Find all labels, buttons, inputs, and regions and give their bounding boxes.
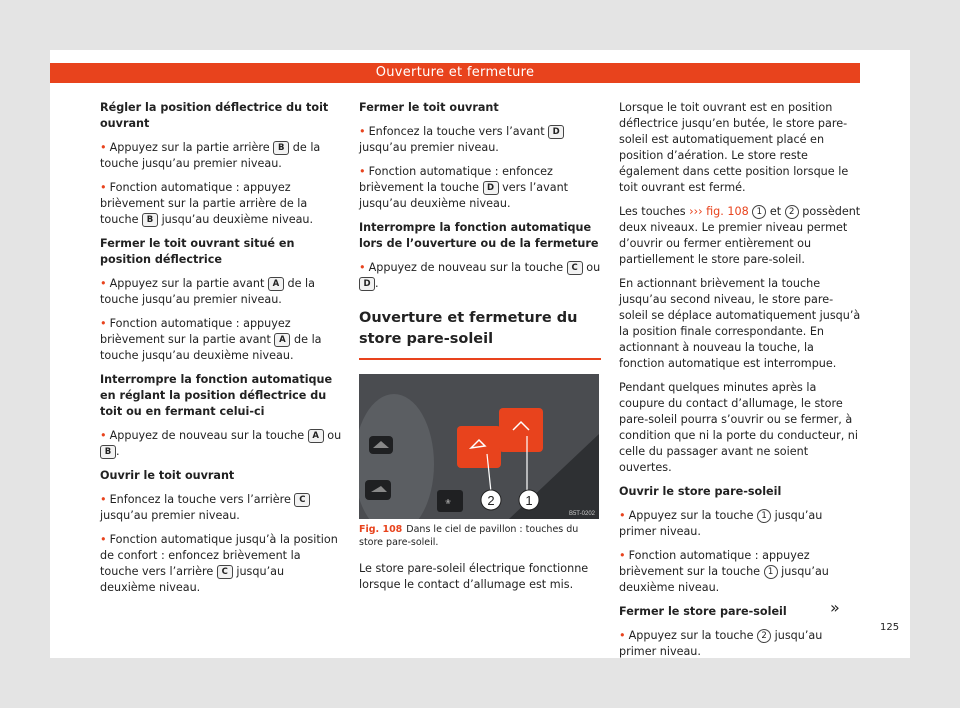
- callout-ref: 2: [785, 205, 799, 219]
- heading: Interrompre la fonction automatique en réglant la position déflectrice du toit ou en fermant celui-ci: [100, 373, 333, 418]
- column-3: [619, 100, 861, 668]
- key-label: A: [308, 429, 324, 443]
- paragraph: En actionnant brièvement la touche jusqu’au second niveau, le store pare-soleil se déplace automatiquement jusqu’à la position finale correspondante. En actionnant à nouveau la touche, la fonction automatique est interrompue.: [619, 277, 861, 370]
- callout-1-label: 1: [525, 493, 533, 508]
- callout-ref: 1: [764, 565, 778, 579]
- figure-108: [359, 374, 599, 519]
- heading: Fermer le toit ouvrant situé en position déflectrice: [100, 237, 295, 266]
- figure-photo: [359, 374, 599, 519]
- bullet-icon: •: [100, 141, 107, 154]
- bullet-icon: •: [619, 549, 626, 562]
- heading: Ouvrir le store pare-soleil: [619, 485, 782, 498]
- key-label: C: [294, 493, 310, 507]
- fan-icon: ❀: [445, 498, 451, 506]
- bullet-icon: •: [619, 509, 626, 522]
- figure-code: B5T-0202: [568, 511, 595, 517]
- bullet-icon: •: [359, 165, 366, 178]
- callout-ref: 2: [757, 629, 771, 643]
- bullet-icon: •: [100, 277, 107, 290]
- key-label: A: [274, 333, 290, 347]
- continue-marker: »: [830, 598, 840, 617]
- column-1: [100, 100, 342, 604]
- paragraph: Pendant quelques minutes après la coupure du contact d’allumage, le store pare-soleil pourra s’ouvrir ou se fermer, à condition que ni la porte du conducteur, ni celle du passager avant ne soient ouvertes.: [619, 381, 859, 474]
- key-label: B: [142, 213, 158, 227]
- paragraph: Les touches ››› fig. 108 1 et 2 possèdent deux niveaux. Le premier niveau permet d’ouvrir ou fermer entièrement ou partiellement le store pare-soleil.: [619, 205, 861, 266]
- bullet-icon: •: [100, 317, 107, 330]
- bullet-item: • Fonction automatique : enfoncez brièvement la touche D vers l’avant jusqu’au deuxième niveau.: [359, 165, 569, 210]
- bullet-item: • Fonction automatique : appuyez brièvement sur la partie avant A de la touche jusqu’au deuxième niveau.: [100, 317, 322, 362]
- heading: Régler la position déflectrice du toit ouvrant: [100, 101, 329, 130]
- page-number: 125: [880, 622, 900, 633]
- key-label: B: [273, 141, 289, 155]
- bullet-icon: •: [100, 533, 107, 546]
- key-label: B: [100, 445, 116, 459]
- bullet-icon: •: [100, 429, 107, 442]
- bullet-icon: •: [619, 629, 626, 642]
- page-header: Ouverture et fermeture: [50, 63, 860, 83]
- heading: Fermer le store pare-soleil: [619, 605, 787, 618]
- key-label: D: [548, 125, 564, 139]
- bullet-icon: •: [359, 261, 366, 274]
- callout-2-label: 2: [487, 493, 495, 508]
- key-label: C: [567, 261, 583, 275]
- bullet-item: • Fonction automatique : appuyez brièvement sur la touche 1 jusqu’au deuxième niveau.: [619, 549, 829, 594]
- shade-close-button: [499, 408, 543, 452]
- bullet-icon: •: [100, 181, 107, 194]
- bullet-item: • Appuyez sur la touche 1 jusqu’au primer niveau.: [619, 509, 823, 538]
- figure-link[interactable]: ››› fig. 108: [689, 205, 749, 218]
- paragraph: Le store pare-soleil électrique fonctionne lorsque le contact d’allumage est mis.: [359, 562, 589, 591]
- bullet-icon: •: [359, 125, 366, 138]
- bullet-item: • Fonction automatique jusqu’à la position de confort : enfoncez brièvement la touche vers l’arrière C jusqu’au deuxième niveau.: [100, 533, 338, 594]
- bullet-item: • Fonction automatique : appuyez brièvement sur la partie arrière de la touche B jusqu’au deuxième niveau.: [100, 181, 314, 226]
- bullet-item: • Appuyez sur la touche 2 jusqu’au primer niveau.: [619, 629, 823, 658]
- section-title: Ouverture et fermeture du store pare-soleil: [359, 308, 601, 360]
- key-label: A: [268, 277, 284, 291]
- bullet-item: • Appuyez sur la partie arrière B de la touche jusqu’au premier niveau.: [100, 141, 321, 170]
- heading: Fermer le toit ouvrant: [359, 101, 499, 114]
- callout-ref: 1: [757, 509, 771, 523]
- key-label: C: [217, 565, 233, 579]
- key-label: D: [483, 181, 499, 195]
- bullet-item: • Appuyez de nouveau sur la touche A ou B .: [100, 429, 342, 458]
- bullet-icon: •: [100, 493, 107, 506]
- callout-ref: 1: [752, 205, 766, 219]
- bullet-item: • Appuyez sur la partie avant A de la touche jusqu’au premier niveau.: [100, 277, 316, 306]
- heading: Interrompre la fonction automatique lors de l’ouverture ou de la fermeture: [359, 221, 599, 250]
- figure-caption: Fig. 108 Dans le ciel de pavillon : touches du store pare-soleil.: [359, 524, 579, 548]
- key-label: D: [359, 277, 375, 291]
- bullet-item: • Appuyez de nouveau sur la touche C ou D .: [359, 261, 601, 290]
- paragraph: Lorsque le toit ouvrant est en position déflectrice jusqu’en butée, le store pare-soleil est automatiquement placé en position d’aération. Le store reste également dans cette position lorsque le toit ouvrant est fermé.: [619, 101, 849, 194]
- bullet-item: • Enfoncez la touche vers l’arrière C jusqu’au premier niveau.: [100, 492, 342, 524]
- bullet-item: • Enfoncez la touche vers l’avant D jusqu’au premier niveau.: [359, 124, 601, 156]
- heading: Ouvrir le toit ouvrant: [100, 469, 235, 482]
- column-2: [359, 100, 601, 601]
